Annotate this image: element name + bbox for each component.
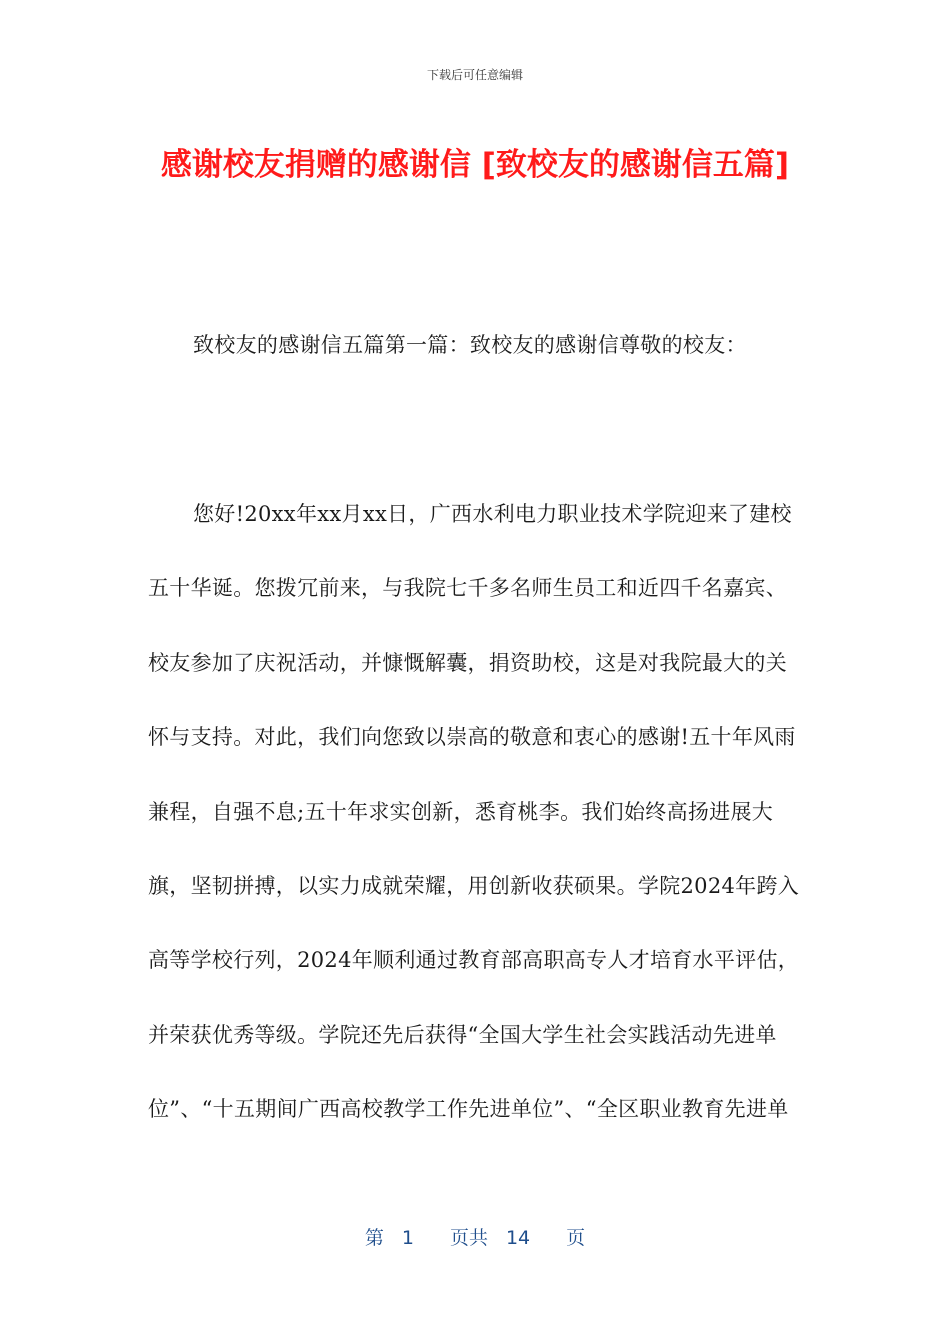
document-title: 感谢校友捐赠的感谢信 [致校友的感谢信五篇]: [160, 147, 790, 183]
footer-suffix: 页: [566, 1227, 586, 1249]
page-footer: [0, 1226, 950, 1250]
footer-total-pages: 14: [505, 1227, 531, 1249]
footer-current-page: 1: [401, 1227, 414, 1249]
header-note: 下载后可任意编辑: [426, 68, 523, 82]
body-paragraph: 您好!20xx年xx月xx日，广西水利电力职业技术学院迎来了建校五十华诞。您拨冗前来，与我院七千多名师生员工和近四千名嘉宾、校友参加了庆祝活动，并慷慨解囊，捐资助校，这是对我院最大的关怀与支持。对此，我们向您致以崇高的敬意和衷心的感谢!五十年风雨兼程，自强不息;五十年求实创新，悉育桃李。我们始终高扬进展大旗，坚韧拼搏，以实力成就荣耀，用创新收获硕果。学院2024年跨入高等学校行列，2024年顺利通过教育部高职高专人才培育水平评估，并荣获优秀等级。学院还先后获得“全国大学生社会实践活动先进单位”、“十五期间广西高校教学工作先进单位”、“全区职业教育先进单: [148, 502, 800, 1122]
section-heading: 致校友的感谢信五篇第一篇：致校友的感谢信尊敬的校友：: [193, 333, 747, 357]
footer-prefix: 第: [364, 1227, 384, 1249]
footer-middle: 页共: [449, 1227, 488, 1249]
